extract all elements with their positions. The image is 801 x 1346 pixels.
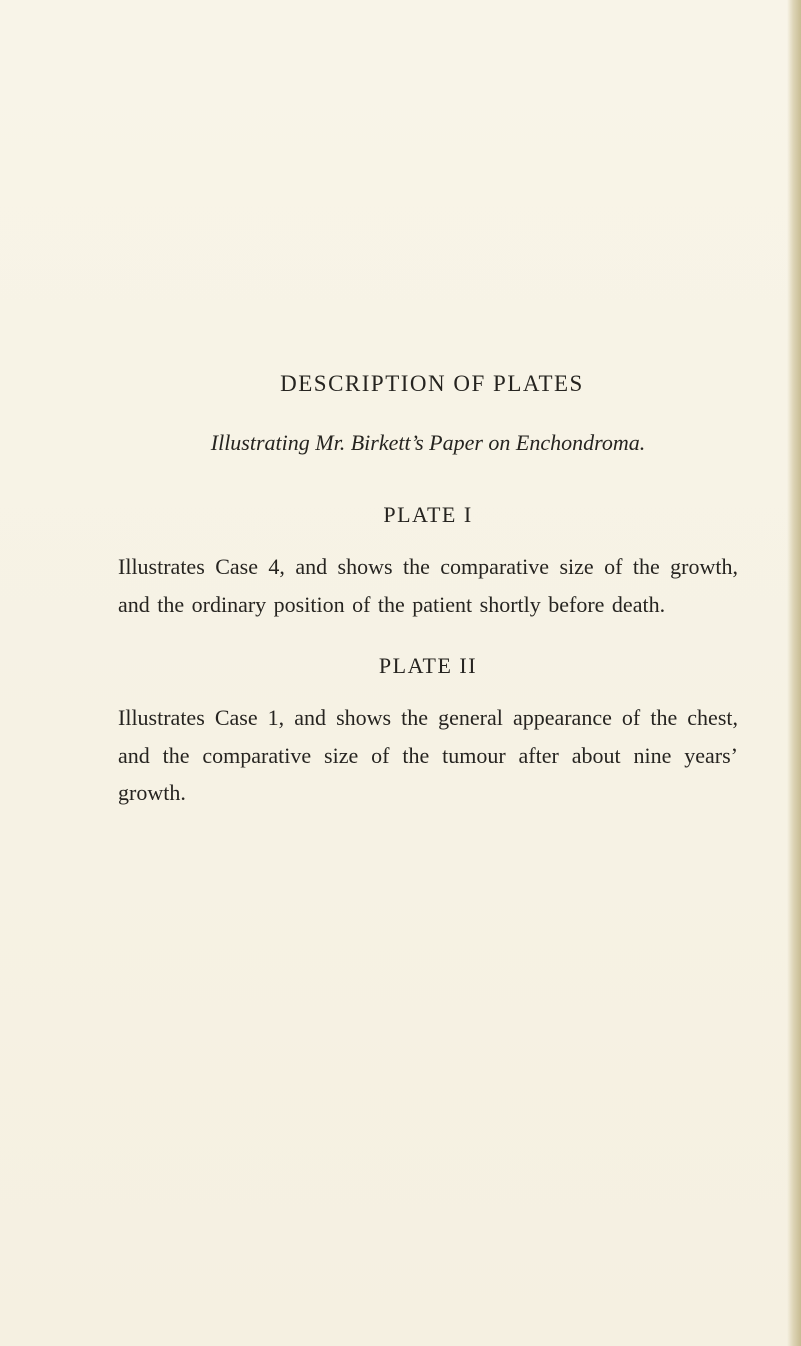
page-subtitle: Illustrating Mr. Birkett’s Paper on Enchondroma.	[210, 430, 646, 455]
page-content	[118, 367, 738, 812]
plate-2-description: Illustrates Case 1, and shows the general appearance of the chest, and the comparative size of the tumour after about nine years’ growth.	[118, 705, 738, 805]
plate-2-title: PLATE II	[378, 653, 478, 678]
plate-1-description: Illustrates Case 4, and shows the comparative size of the growth, and the ordinary position of the patient shortly before death.	[118, 554, 738, 617]
page-edge	[787, 0, 801, 1346]
page-heading: DESCRIPTION OF PLATES	[280, 371, 584, 396]
plate-1-title: PLATE I	[383, 502, 473, 527]
